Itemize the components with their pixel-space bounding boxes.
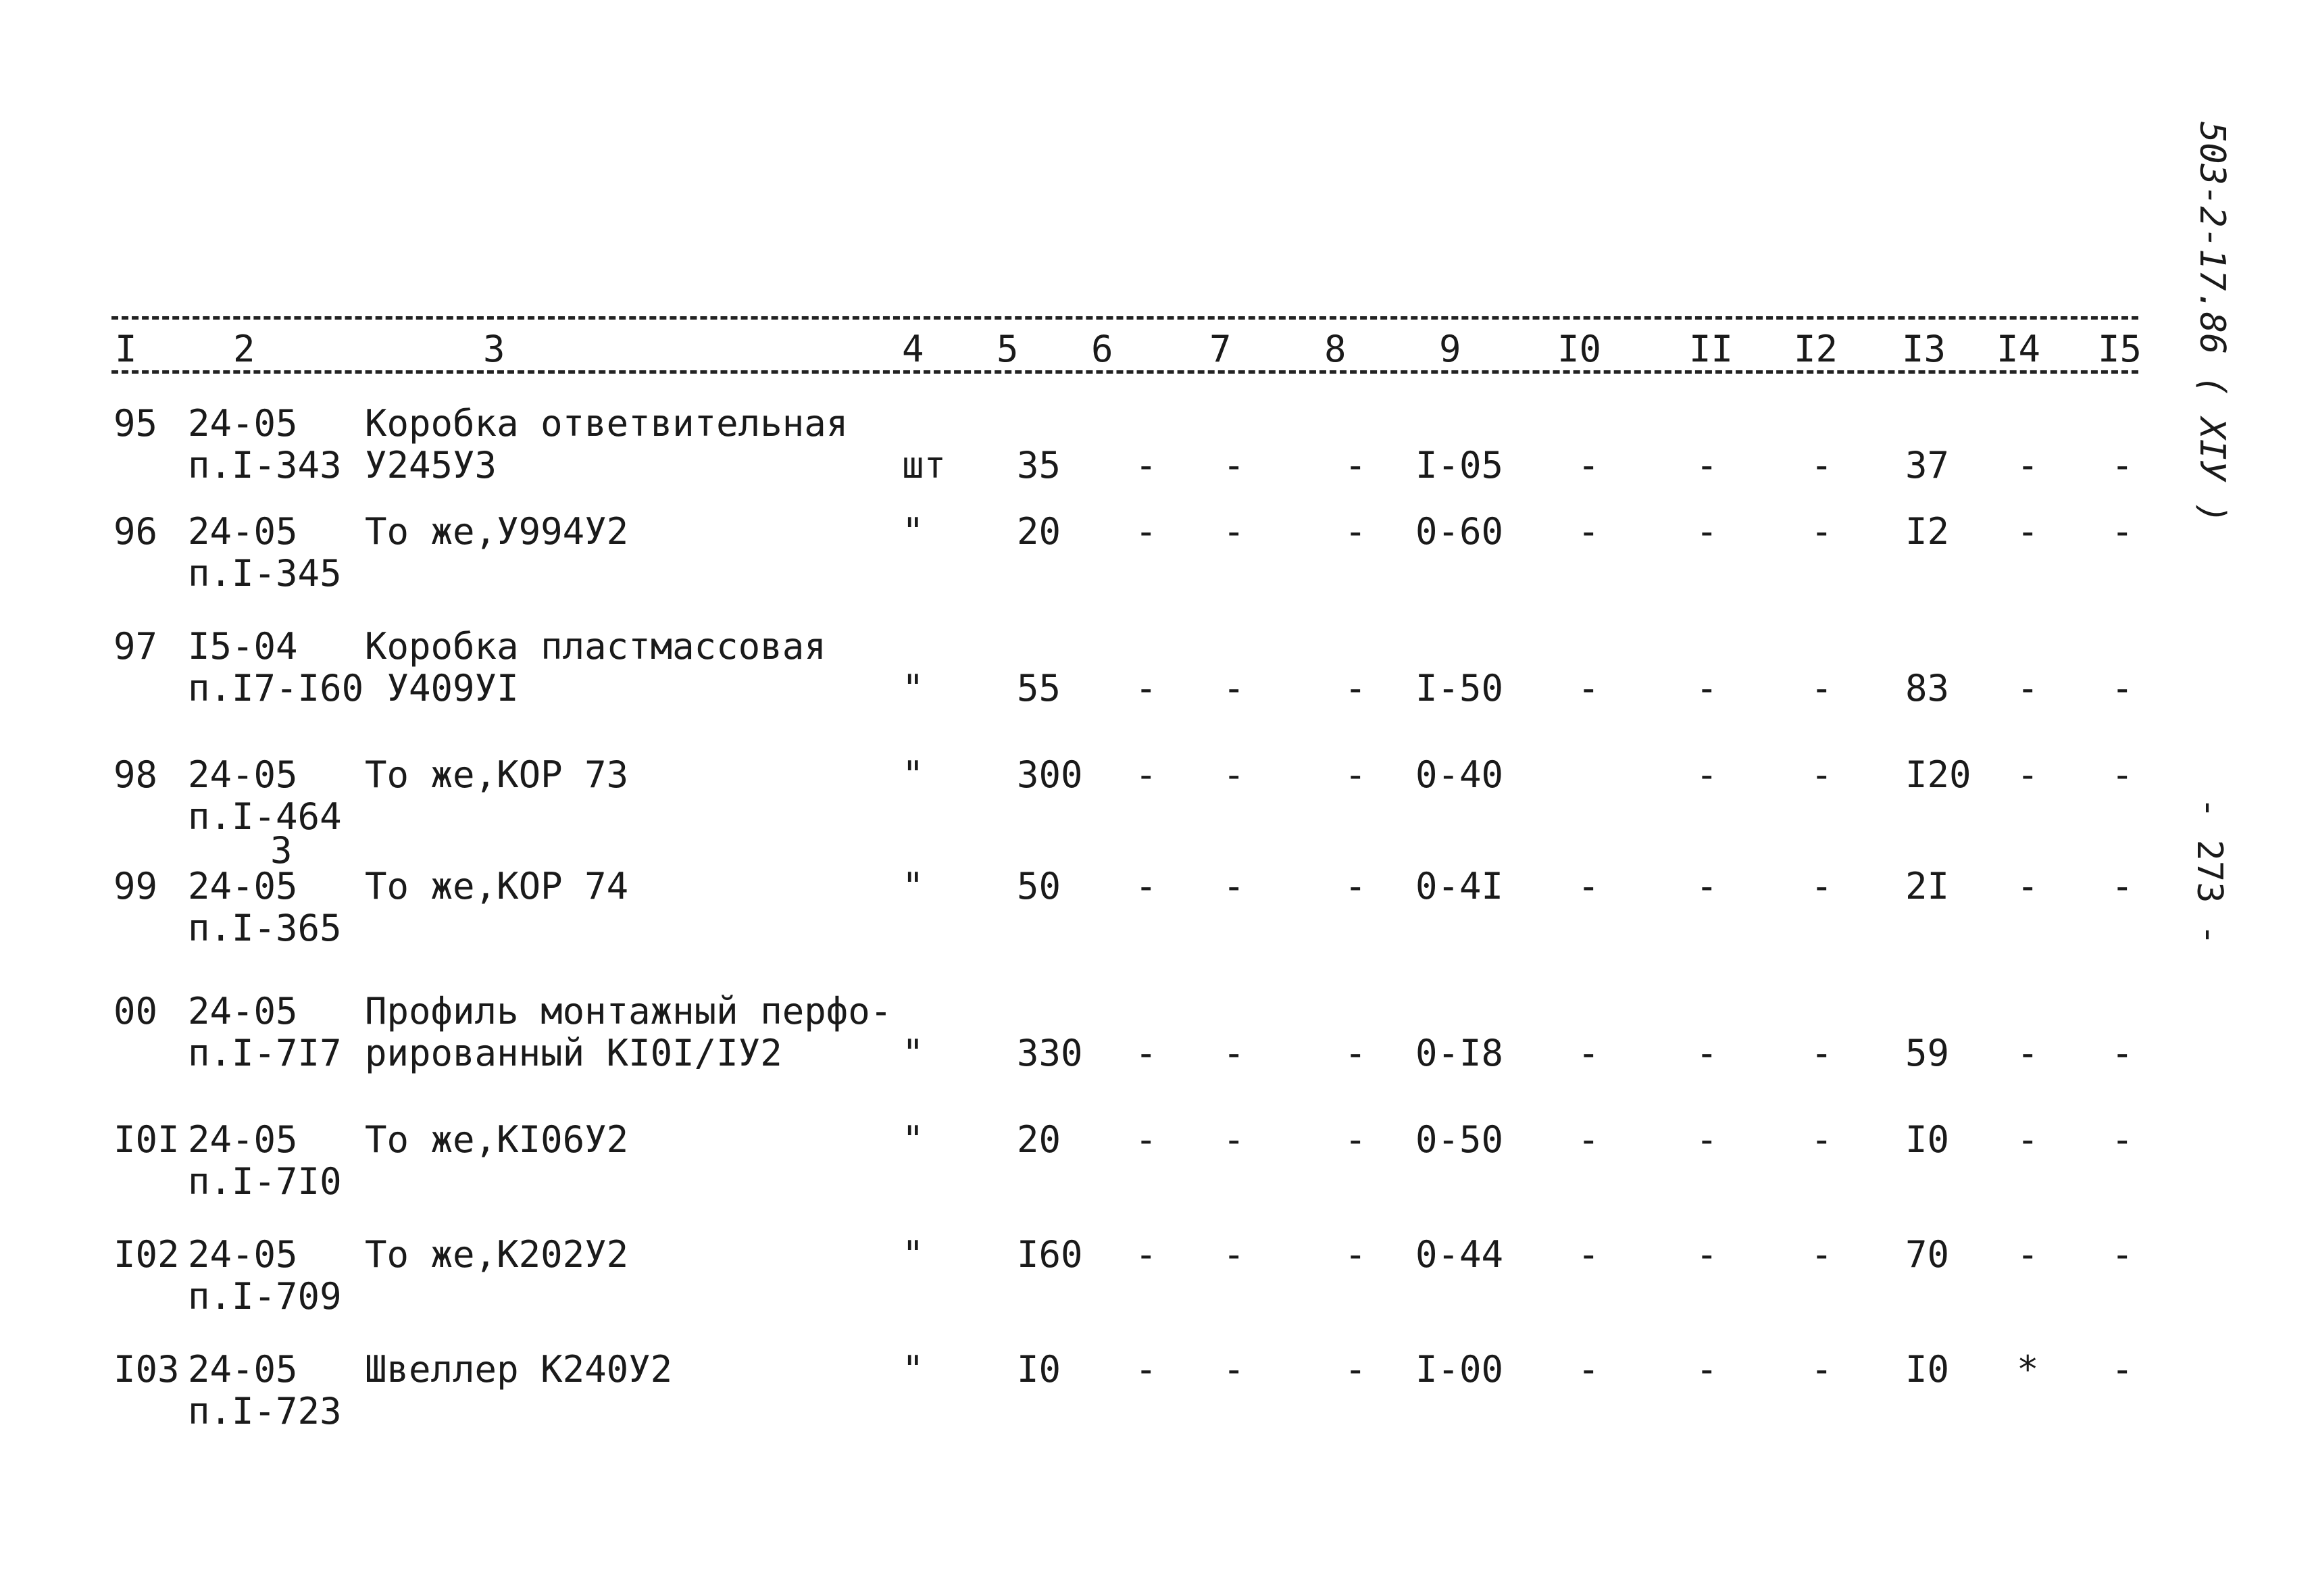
cell-c7: - [1223,510,1245,553]
cell-c14: - [2017,444,2039,487]
cell-c15: - [2111,1348,2134,1391]
column-header-13: I3 [1902,328,1946,370]
cell-c4: " [902,865,924,907]
cell-c12: - [1811,1118,1833,1161]
row-number: I03 [114,1348,180,1391]
cell-c15: - [2111,865,2134,907]
name-line-1: То же,КI06У2 [365,1118,629,1161]
cell-c9: 0-44 [1415,1233,1504,1276]
name-line-1: То же,КОР 73 [365,753,629,796]
cell-c10: - [1578,865,1600,907]
cell-c11: - [1696,865,1718,907]
document-code: 503-2-17.86 ( XIУ ) [2192,122,2232,524]
code-line-1: 24-05 [188,1233,298,1276]
cell-c6: - [1135,753,1157,796]
cell-c10: - [1578,1118,1600,1161]
cell-c15: - [2111,444,2134,487]
cell-c8: - [1344,753,1367,796]
code-line-2: п.I-464 [188,795,342,838]
cell-c7: - [1223,667,1245,709]
row-number: 98 [114,753,158,796]
cell-c7: - [1223,1233,1245,1276]
row-number: 00 [114,990,158,1032]
column-header-6: 6 [1091,328,1113,370]
cell-c11: - [1696,1348,1718,1391]
cell-c4: " [902,1348,924,1391]
cell-c8: - [1344,865,1367,907]
code-line-2: п.I-709 [188,1275,342,1318]
code-line-2: п.I-365 [188,907,342,949]
code-line-2: п.I-723 [188,1390,342,1432]
column-header-15: I5 [2098,328,2142,370]
code-line-1: 24-05 [188,990,298,1032]
cell-c10: - [1578,667,1600,709]
cell-c15: - [2111,1233,2134,1276]
column-header-11: II [1689,328,1734,370]
cell-c14: - [2017,753,2039,796]
cell-c8: - [1344,1233,1367,1276]
name-line-1: То же,КОР 74 [365,865,629,907]
name-line-2: рированный КI0I/IУ2 [365,1032,782,1074]
cell-c15: - [2111,1032,2134,1074]
cell-c12: - [1811,865,1833,907]
cell-c4: " [902,753,924,796]
cell-c10: - [1578,444,1600,487]
column-header-4: 4 [902,328,924,370]
column-header-5: 5 [997,328,1019,370]
cell-c9: 0-60 [1415,510,1504,553]
cell-c5: I60 [1017,1233,1083,1276]
cell-c13: 37 [1905,444,1950,487]
cell-c9: 0-50 [1415,1118,1504,1161]
cell-c7: - [1223,753,1245,796]
code-line-2: п.I-7I0 [188,1160,342,1203]
code-line-1: 24-05 [188,865,298,907]
cell-c8: - [1344,1032,1367,1074]
cell-c12: - [1811,1233,1833,1276]
cell-c7: - [1223,1118,1245,1161]
column-header-12: I2 [1794,328,1838,370]
cell-c9: I-50 [1415,667,1504,709]
cell-c8: - [1344,667,1367,709]
cell-c6: - [1135,444,1157,487]
page-number: - 273 - [2189,797,2230,946]
cell-c13: 2I [1905,865,1950,907]
name-line-2: У245У3 [365,444,497,487]
cell-c15: - [2111,753,2134,796]
cell-c14: - [2017,1032,2039,1074]
header-rule-top [111,316,2138,320]
cell-c8: - [1344,444,1367,487]
code-line-2: п.I7-I60 [188,667,364,709]
cell-c11: - [1696,510,1718,553]
row-number: 99 [114,865,158,907]
cell-c13: 59 [1905,1032,1950,1074]
name-line-1: Коробка ответвительная [365,402,849,445]
cell-c14: * [2017,1348,2039,1391]
row-number: 97 [114,625,158,668]
cell-c8: - [1344,1348,1367,1391]
cell-c4: " [902,510,924,553]
column-header-3: 3 [483,328,505,370]
cell-c9: I-05 [1415,444,1504,487]
cell-c12: - [1811,753,1833,796]
cell-c11: - [1696,753,1718,796]
code-line-1: 24-05 [188,402,298,445]
cell-c4: " [902,1032,924,1074]
cell-c11: - [1696,444,1718,487]
code-line-1: 24-05 [188,1118,298,1161]
cell-c12: - [1811,1348,1833,1391]
cell-c13: I20 [1905,753,1971,796]
cell-c6: - [1135,1118,1157,1161]
cell-c13: I0 [1905,1348,1950,1391]
cell-c5: 35 [1017,444,1061,487]
row-number: I02 [114,1233,180,1276]
cell-c7: - [1223,1032,1245,1074]
column-header-14: I4 [1996,328,2041,370]
cell-c9: 0-40 [1415,753,1504,796]
cell-c13: 70 [1905,1233,1950,1276]
column-header-1: I [115,328,137,370]
cell-c5: 50 [1017,865,1061,907]
cell-c15: - [2111,510,2134,553]
name-line-2: У409УI [365,667,519,709]
handwritten-note: 3 [270,829,293,872]
cell-c9: 0-I8 [1415,1032,1504,1074]
column-header-7: 7 [1209,328,1232,370]
name-line-1: То же,К202У2 [365,1233,629,1276]
cell-c11: - [1696,1032,1718,1074]
cell-c13: 83 [1905,667,1950,709]
column-header-10: I0 [1557,328,1602,370]
code-line-2: п.I-345 [188,552,342,595]
cell-c9: 0-4I [1415,865,1504,907]
cell-c4: " [902,1233,924,1276]
cell-c13: I2 [1905,510,1950,553]
column-header-8: 8 [1324,328,1347,370]
cell-c6: - [1135,865,1157,907]
cell-c6: - [1135,1032,1157,1074]
code-line-1: 24-05 [188,753,298,796]
cell-c8: - [1344,1118,1367,1161]
cell-c7: - [1223,444,1245,487]
cell-c8: - [1344,510,1367,553]
cell-c5: 300 [1017,753,1083,796]
cell-c5: I0 [1017,1348,1061,1391]
cell-c5: 20 [1017,510,1061,553]
cell-c4: шт [902,444,947,487]
cell-c5: 330 [1017,1032,1083,1074]
cell-c5: 20 [1017,1118,1061,1161]
column-header-9: 9 [1439,328,1461,370]
code-line-1: 24-05 [188,510,298,553]
cell-c7: - [1223,865,1245,907]
cell-c7: - [1223,1348,1245,1391]
row-number: 95 [114,402,158,445]
cell-c14: - [2017,667,2039,709]
cell-c6: - [1135,1233,1157,1276]
cell-c14: - [2017,865,2039,907]
code-line-1: I5-04 [188,625,298,668]
name-line-1: Швеллер К240У2 [365,1348,673,1391]
cell-c9: I-00 [1415,1348,1504,1391]
cell-c6: - [1135,1348,1157,1391]
code-line-2: п.I-7I7 [188,1032,342,1074]
cell-c6: - [1135,510,1157,553]
cell-c4: " [902,667,924,709]
name-line-1: Профиль монтажный перфо- [365,990,892,1032]
cell-c6: - [1135,667,1157,709]
header-rule-bottom [111,370,2138,374]
cell-c4: " [902,1118,924,1161]
cell-c12: - [1811,510,1833,553]
cell-c12: - [1811,444,1833,487]
name-line-1: Коробка пластмассовая [365,625,826,668]
cell-c10: - [1578,1233,1600,1276]
cell-c15: - [2111,1118,2134,1161]
cell-c11: - [1696,1233,1718,1276]
cell-c11: - [1696,1118,1718,1161]
cell-c11: - [1696,667,1718,709]
cell-c10: - [1578,1348,1600,1391]
row-number: 96 [114,510,158,553]
name-line-1: То же,У994У2 [365,510,629,553]
cell-c10: - [1578,1032,1600,1074]
cell-c12: - [1811,1032,1833,1074]
cell-c12: - [1811,667,1833,709]
cell-c14: - [2017,1118,2039,1161]
cell-c15: - [2111,667,2134,709]
code-line-1: 24-05 [188,1348,298,1391]
code-line-2: п.I-343 [188,444,342,487]
column-header-2: 2 [233,328,255,370]
cell-c5: 55 [1017,667,1061,709]
cell-c14: - [2017,1233,2039,1276]
cell-c10: - [1578,510,1600,553]
row-number: I0I [114,1118,180,1161]
cell-c13: I0 [1905,1118,1950,1161]
cell-c14: - [2017,510,2039,553]
